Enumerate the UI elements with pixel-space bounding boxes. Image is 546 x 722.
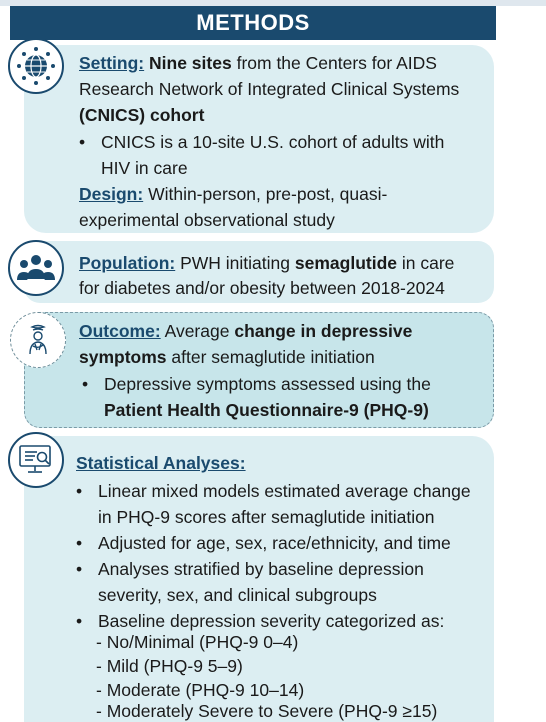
setting-cohort: (CNICS) cohort <box>79 105 205 125</box>
bullet-dot: • <box>76 533 83 553</box>
outcome-label: Outcome: <box>79 321 161 341</box>
stats-bullet-3-line-2: severity, sex, and clinical subgroups <box>98 585 377 605</box>
setting-label: Setting: <box>79 53 145 73</box>
design-line-1 <box>79 181 387 207</box>
population-label: Population: <box>79 253 176 273</box>
severity-category-4: - Moderately Severe to Severe (PHQ-9 ≥15) <box>96 701 438 721</box>
stats-line-label <box>76 450 246 476</box>
stats-bullet-2-text: Adjusted for age, sex, race/ethnicity, and time <box>98 533 451 553</box>
population-line-1 <box>79 250 489 276</box>
outcome-line-1 <box>79 318 489 344</box>
outcome-bold-2: symptoms <box>79 347 167 367</box>
computer-analysis-icon <box>8 432 64 488</box>
setting-line-1 <box>79 50 489 76</box>
setting-bullet-line-2: HIV in care <box>101 158 188 178</box>
depressed-person-icon <box>10 312 66 368</box>
population-text-before: PWH initiating <box>180 253 291 273</box>
stats-bullet-3-line-1: Analyses stratified by baseline depression <box>98 559 424 579</box>
people-group-icon <box>8 240 64 296</box>
outcome-bullet-line-2: Patient Health Questionnaire-9 (PHQ-9) <box>104 400 429 420</box>
severity-category-3: - Moderate (PHQ-9 10–14) <box>96 680 305 700</box>
design-label: Design: <box>79 184 144 204</box>
outcome-bullet-line-1: Depressive symptoms assessed using the <box>104 374 431 394</box>
bullet-dot: • <box>79 132 86 152</box>
severity-category-2: - Mild (PHQ-9 5–9) <box>96 656 243 676</box>
globe-network-icon <box>8 38 64 94</box>
section-title: METHODS <box>196 10 310 35</box>
outcome-text-before: Average <box>164 321 230 341</box>
bullet-dot: • <box>76 559 83 579</box>
population-text-after: in care <box>401 253 455 273</box>
setting-sites: Nine sites <box>149 53 232 73</box>
bullet-dot: • <box>76 611 83 631</box>
stats-bullet-1-line-1: Linear mixed models estimated average change <box>98 481 471 501</box>
outcome-text-after: after semaglutide initiation <box>171 347 375 367</box>
stats-label: Statistical Analyses: <box>76 453 246 473</box>
design-text-2: experimental observational study <box>79 210 335 230</box>
population-drug: semaglutide <box>294 253 398 273</box>
setting-bullet-line-1: CNICS is a 10-site U.S. cohort of adults with <box>101 132 445 152</box>
severity-category-1: - No/Minimal (PHQ-9 0–4) <box>96 632 299 652</box>
setting-text-2: Research Network of Integrated Clinical Systems <box>79 79 460 99</box>
section-header <box>10 6 496 40</box>
setting-text-1: from the Centers for AIDS <box>236 53 437 73</box>
outcome-line-2 <box>79 344 375 370</box>
design-text-1: Within-person, pre-post, quasi- <box>148 184 388 204</box>
stats-bullet-1-line-2: in PHQ-9 scores after semaglutide initiation <box>98 507 435 527</box>
bullet-dot: • <box>82 374 89 394</box>
outcome-bold-1: change in depressive <box>234 321 413 341</box>
bullet-dot: • <box>76 481 83 501</box>
population-text-2: for diabetes and/or obesity between 2018-2024 <box>79 278 445 298</box>
stats-bullet-4-text: Baseline depression severity categorized as: <box>98 611 445 631</box>
